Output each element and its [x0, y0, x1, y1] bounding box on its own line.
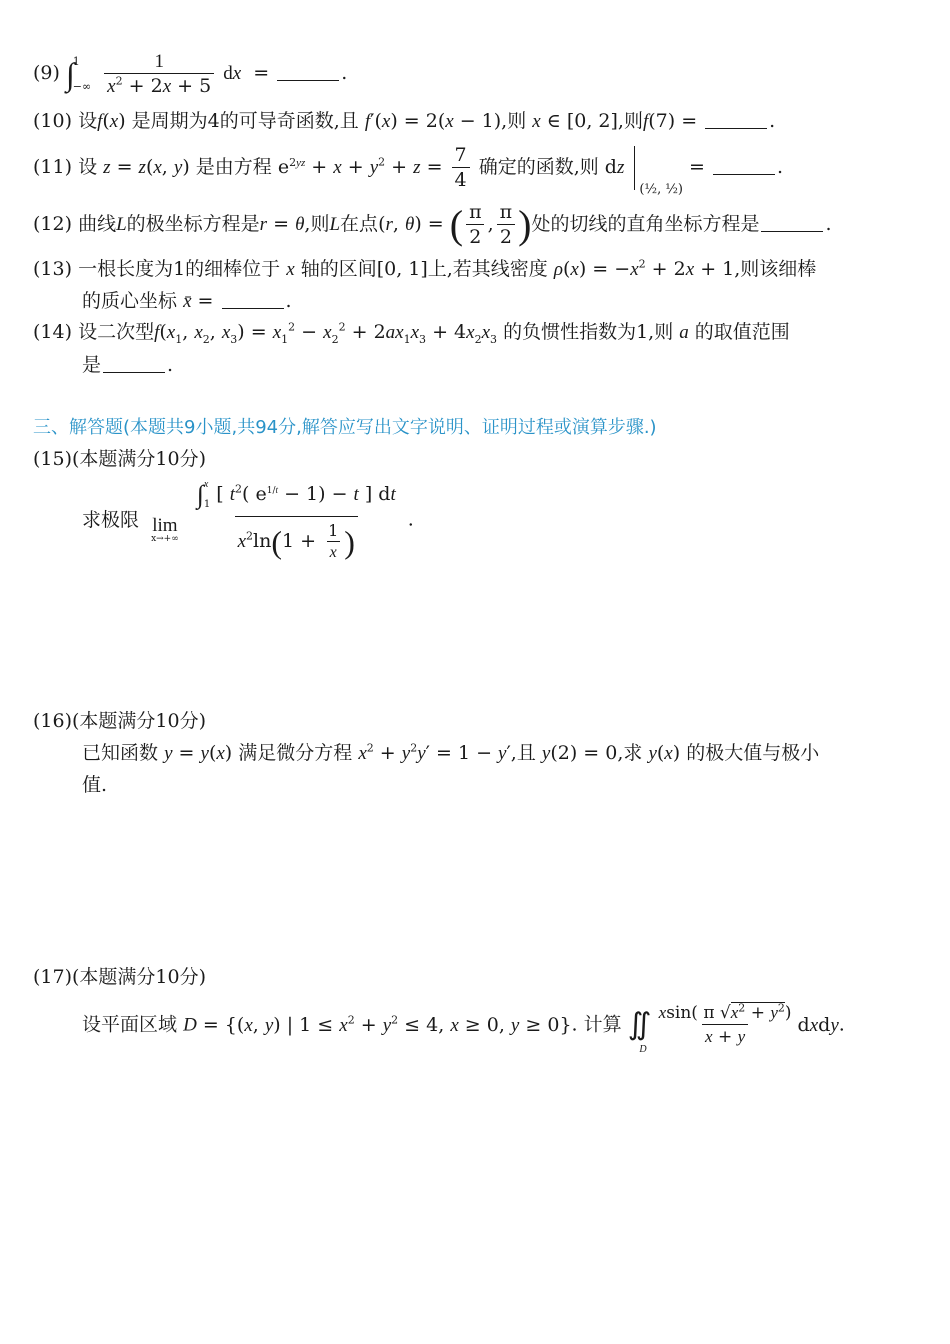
question-13-line-1: (13) 一根长度为1的细棒位于 x 轴的区间[0, 1]上,若其线密度 $\rho(x) = -x^2 + 2x + 1$,则该细棒: [33, 257, 817, 280]
answer-blank[interactable]: [222, 307, 284, 309]
limit-operator: lim x→+∞: [151, 514, 179, 544]
fraction: $\frac{7}{4}$: [452, 146, 470, 190]
answer-blank[interactable]: [761, 230, 823, 232]
question-15-body: 求极限 lim x→+∞ ∫ x 1 [ $t^2$( $e^{1/t} - 1) - t$ ] dt $x^2\ln(1$ + $\frac{1}{x}$ ) .: [82, 479, 414, 561]
question-number: (17): [33, 966, 73, 988]
integrand-fraction: $\frac{xsin( \pi √x^2 + y^2)}{x + y}$: [658, 1001, 792, 1047]
question-16-line-1: 已知函数 y = y(x) 满足微分方程 $x^2 + y^2y' = 1 - y'$,且 y(2) = 0,求 y(x) 的极大值与极小: [82, 741, 820, 764]
fraction: $\frac{1}{x^2 + 2x + 5}$: [104, 52, 214, 96]
score-note: (本题满分10分): [72, 966, 207, 988]
integral-sign: ∫: [65, 56, 75, 92]
question-number: (14): [33, 321, 73, 343]
fraction: $\frac{\pi}{2}$: [466, 203, 485, 247]
question-number: (16): [33, 710, 73, 732]
limit-fraction: ∫ x 1 [ $t^2$( $e^{1/t} - 1) - t$ ] dt $x^2\ln(1$ + $\frac{1}{x}$ ): [196, 479, 396, 561]
question-number: (15): [33, 448, 73, 470]
question-10: (10) 设f(x) 是周期为4的可导奇函数,且 f′(x) = 2(x − 1),则 x ∈ [0, 2],则f(7) = .: [33, 110, 776, 132]
question-16-header: [33, 712, 206, 731]
evaluation-bar: [634, 146, 635, 190]
question-17-header: [33, 968, 206, 987]
section-heading: 三、解答题(本题共9小题,共94分,解答应写出文字说明、证明过程或演算步骤.): [33, 417, 657, 438]
integral-limits: 1 −∞: [72, 55, 92, 93]
question-16-line-2: 值.: [82, 774, 108, 796]
answer-blank[interactable]: [277, 79, 339, 81]
question-11: (11) 设 z = z(x, y) 是由方程 $e^{2yz} + x + y^2 + z$ = $\frac{7}{4}$ 确定的函数,则 dz $_{(\frac{1}{2}, \frac{1}{2})}$ = .: [33, 144, 784, 197]
equals-sign: =: [253, 62, 270, 84]
question-14-line-1: (14) 设二次型$f(x_1$, $x_2$, $x_3) = x_1^2 - x_2^2 + 2ax_1x_3 + 4x_2x_3$ 的负惯性指数为1,则 a 的取值范围: [33, 320, 790, 346]
question-12: (12) 曲线L的极坐标方程是r = θ,则L在点(r, θ) = ( $\frac{\pi}{2}$ , $\frac{\pi}{2}$ )处的切线的直角坐标方程是 .: [33, 201, 832, 248]
question-number: (10): [33, 110, 73, 132]
question-number: (12): [33, 213, 73, 235]
question-13-line-2: 的质心坐标 x̄ = .: [82, 290, 292, 312]
question-14-line-2: 是 .: [82, 354, 174, 376]
question-number: (9): [33, 62, 60, 84]
question-number: (11): [33, 156, 73, 178]
question-9: (9) ∫ 1 −∞ $\frac{1}{x^2 + 2x + 5}$ dx = .: [33, 51, 348, 97]
answer-blank[interactable]: [705, 127, 767, 129]
answer-blank[interactable]: [103, 371, 165, 373]
question-number: (13): [33, 258, 73, 280]
question-17-body: 设平面区域 D = {(x, y) | $1 \le x^2 + y^2 \le 4$, x ≥ 0, y ≥ 0}. 计算 $∬_D$ $\frac{xsin( \pi √x^2 + y^2)}{x + y}$ dxdy.: [82, 1001, 845, 1055]
score-note: (本题满分10分): [72, 710, 207, 732]
score-note: (本题满分10分): [72, 448, 207, 470]
fraction: $\frac{\pi}{2}$: [497, 203, 516, 247]
question-15-header: [33, 450, 206, 469]
double-integral-sign: ∬: [627, 1008, 652, 1041]
answer-blank[interactable]: [713, 173, 775, 175]
